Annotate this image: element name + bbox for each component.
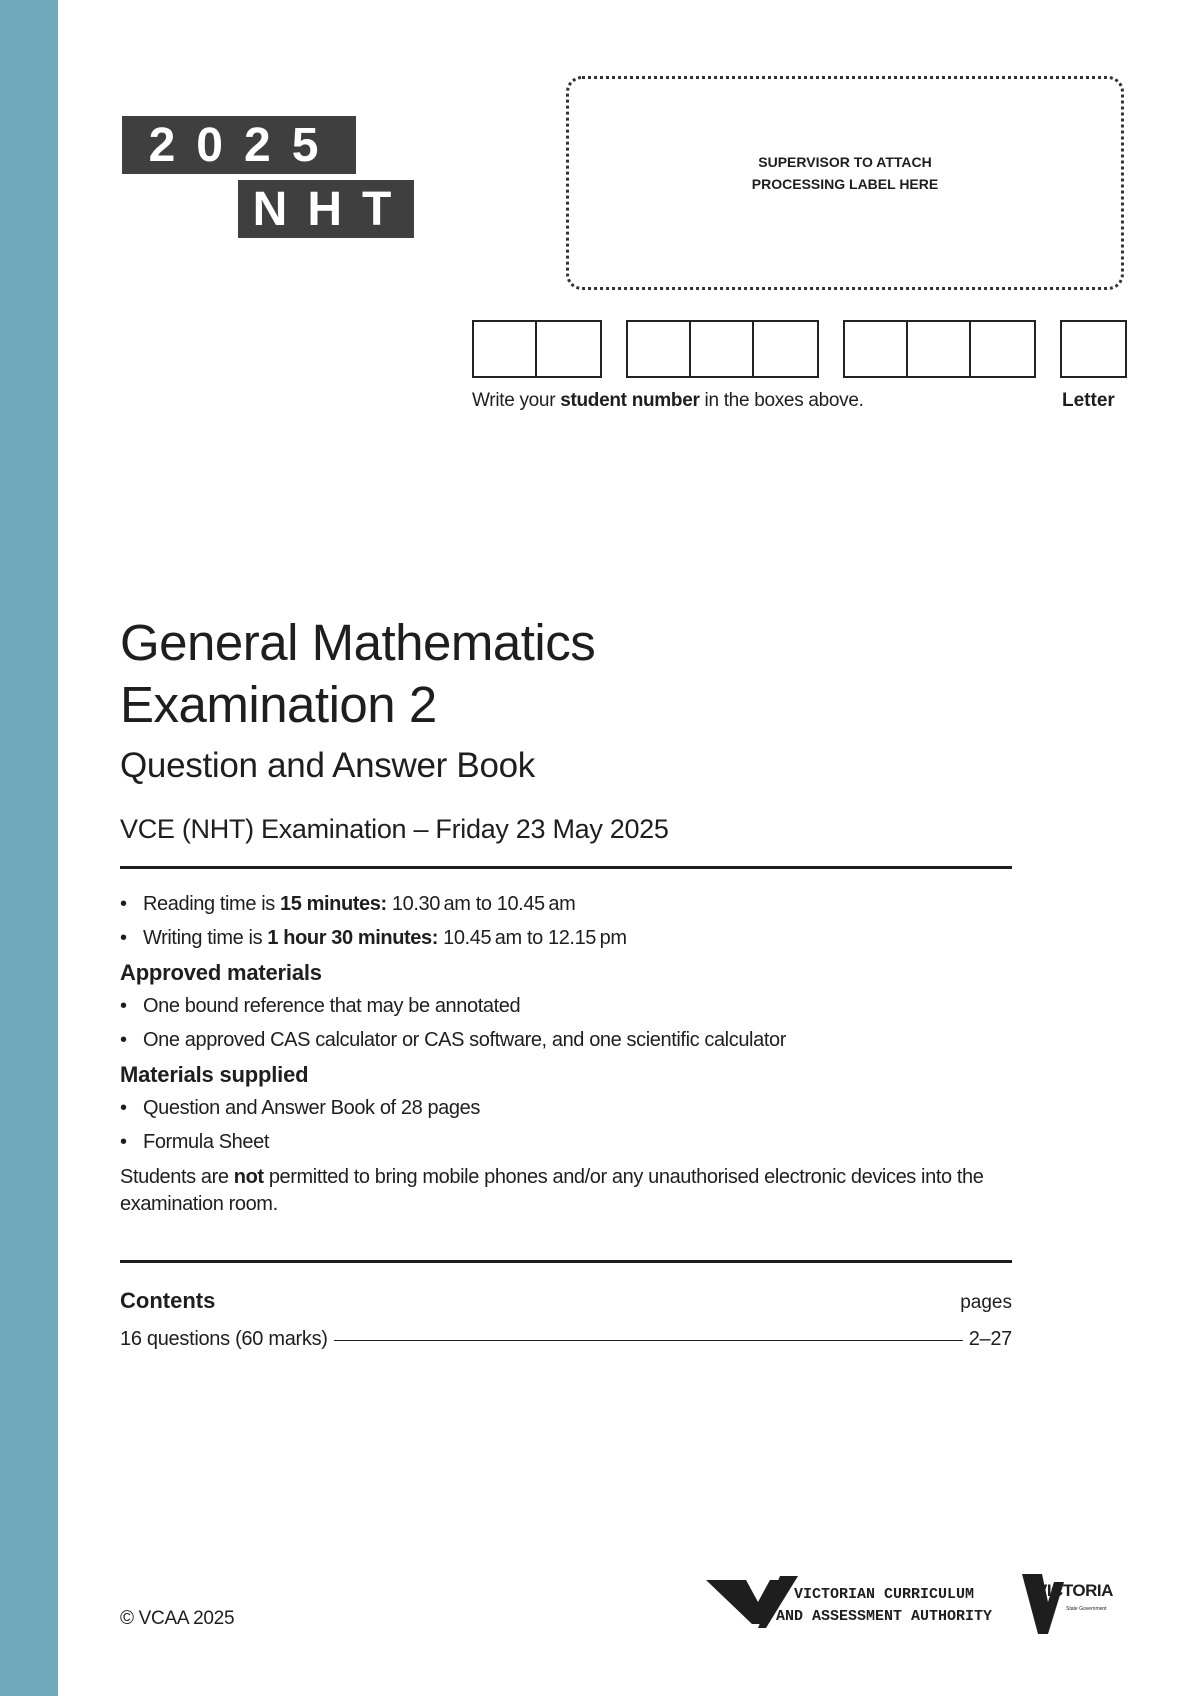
victoria-wordmark: VICTORIA — [1036, 1581, 1113, 1600]
timing-item — [120, 892, 1020, 926]
student-number-instruction — [472, 390, 864, 412]
student-number-group-1 — [472, 320, 602, 378]
vcaa-logo-line-2: AND ASSESSMENT AUTHORITY — [776, 1608, 993, 1625]
letter-box-group — [1060, 320, 1127, 378]
bottom-divider — [120, 1260, 1012, 1263]
student-number-box[interactable] — [691, 322, 754, 376]
book-title: Question and Answer Book — [120, 746, 536, 785]
student-number-box[interactable] — [537, 322, 600, 376]
timing-prefix: Reading time is — [143, 893, 280, 915]
exam-information — [120, 892, 1020, 1218]
exam-date-line: VCE (NHT) Examination – Friday 23 May 2025 — [120, 814, 669, 844]
copyright: © VCAA 2025 — [120, 1608, 235, 1629]
instruction-prefix: Write your — [472, 390, 561, 411]
timing-prefix: Writing time is — [143, 927, 268, 949]
label-line-1: SUPERVISOR TO ATTACH — [758, 154, 932, 170]
contents-header — [120, 1288, 1012, 1314]
notice-bold: not — [233, 1166, 264, 1188]
student-number-group-2 — [626, 320, 819, 378]
approved-materials-heading: Approved materials — [120, 960, 322, 985]
top-divider — [120, 866, 1012, 869]
student-number-box[interactable] — [474, 322, 537, 376]
list-item: • Question and Answer Book of 28 pages — [120, 1096, 1020, 1130]
processing-label-area — [566, 76, 1124, 290]
list-item: • One approved CAS calculator or CAS software, and one scientific calculator — [120, 1028, 1020, 1062]
vcaa-logo — [706, 1576, 996, 1630]
side-color-bar — [0, 0, 58, 1696]
student-number-group-3 — [843, 320, 1036, 378]
pages-label: pages — [960, 1292, 1012, 1313]
title-block — [120, 612, 669, 845]
victoria-state-logo — [1020, 1574, 1126, 1634]
timing-suffix: 10.30 am to 10.45 am — [386, 893, 576, 915]
timing-item — [120, 926, 1020, 960]
processing-label-text — [752, 151, 938, 195]
contents-heading: Contents — [120, 1288, 216, 1313]
device-notice — [120, 1164, 1020, 1218]
student-number-box[interactable] — [971, 322, 1034, 376]
timing-bold: 15 minutes: — [280, 893, 387, 915]
exam-title: Examination 2 — [120, 676, 437, 733]
subject-title: General Mathematics — [120, 614, 596, 671]
student-number-box[interactable] — [754, 322, 817, 376]
timing-suffix: 10.45 am to 12.15 pm — [438, 927, 627, 949]
vcaa-logo-line-1: VICTORIAN CURRICULUM — [794, 1586, 975, 1603]
dot-leader — [334, 1340, 963, 1341]
list-item: • Formula Sheet — [120, 1130, 1020, 1164]
victoria-subtext: State Government — [1066, 1606, 1107, 1612]
notice-suffix: permitted to bring mobile phones and/or any unauthorised electronic devices into the examination room. — [120, 1166, 984, 1215]
contents-row — [120, 1328, 1012, 1351]
materials-supplied-list — [120, 1096, 1020, 1164]
letter-box[interactable] — [1062, 322, 1125, 376]
student-number-box[interactable] — [845, 322, 908, 376]
session-badge: NHT — [238, 180, 414, 238]
contents-row-pages: 2–27 — [968, 1328, 1012, 1350]
letter-label: Letter — [1062, 390, 1115, 411]
instruction-bold: student number — [560, 390, 700, 411]
approved-materials-list — [120, 994, 1020, 1062]
contents-row-label: 16 questions (60 marks) — [120, 1328, 328, 1350]
year-badge: 2025 — [122, 116, 356, 174]
student-number-box[interactable] — [908, 322, 971, 376]
materials-supplied-heading: Materials supplied — [120, 1062, 309, 1087]
timing-bold: 1 hour 30 minutes: — [267, 927, 438, 949]
list-item: • One bound reference that may be annotated — [120, 994, 1020, 1028]
timing-list — [120, 892, 1020, 960]
student-number-box[interactable] — [628, 322, 691, 376]
instruction-suffix: in the boxes above. — [699, 390, 864, 411]
notice-prefix: Students are — [120, 1166, 234, 1188]
label-line-2: PROCESSING LABEL HERE — [751, 176, 939, 192]
